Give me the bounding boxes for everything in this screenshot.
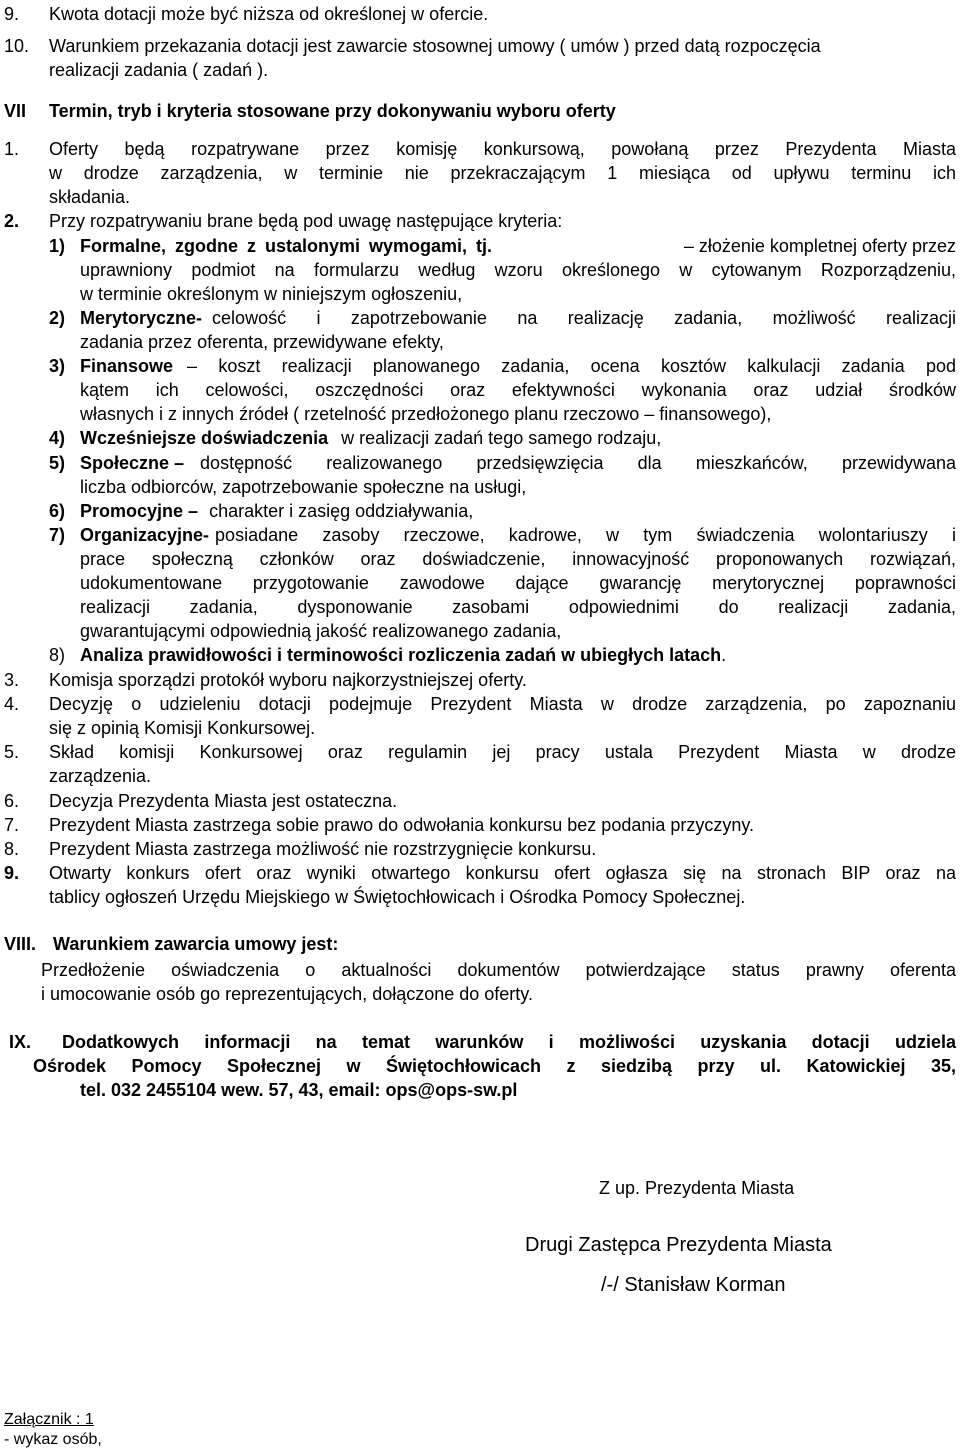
paragraph: Prezydent Miasta zastrzega sobie prawo do odwołania konkursu bez podania przyczyny. bbox=[49, 815, 755, 835]
criterion-line bbox=[80, 523, 956, 547]
list-number: 9. bbox=[4, 863, 20, 883]
list-number: 10. bbox=[4, 36, 30, 56]
criterion-line: zadania przez oferenta, przewidywane efekty, bbox=[80, 332, 444, 352]
criterion-number: 6) bbox=[49, 501, 66, 521]
signature-title: Drugi Zastępca Prezydenta Miasta bbox=[525, 1234, 832, 1256]
criterion-number: 3) bbox=[49, 356, 66, 376]
paragraph: Decyzja Prezydenta Miasta jest ostateczna. bbox=[49, 791, 398, 811]
paragraph-line: tablicy ogłoszeń Urzędu Miejskiego w Świętochłowicach i Ośrodka Pomocy Społecznej. bbox=[49, 887, 746, 907]
paragraph: Komisja sporządzi protokół wyboru najkorzystniejszej oferty. bbox=[49, 670, 527, 690]
list-number: 5. bbox=[4, 742, 20, 762]
paragraph-line: Oferty będą rozpatrywane przez komisję konkursową, powołaną przez Prezydenta Miasta bbox=[49, 139, 956, 159]
criterion-number: 7) bbox=[49, 525, 66, 545]
criterion-name: Wcześniejsze doświadczenia bbox=[80, 428, 329, 448]
section-number: IX. bbox=[9, 1032, 32, 1052]
paragraph-line: Decyzję o udzieleniu dotacji podejmuje Prezydent Miasta w drodze zarządzenia, po zapoznaniu bbox=[49, 694, 956, 714]
paragraph: Przy rozpatrywaniu brane będą pod uwagę następujące kryteria: bbox=[49, 211, 563, 231]
criterion-name: Organizacyjne- bbox=[80, 525, 210, 545]
criterion-text: celowość i zapotrzebowanie na realizację zadania, możliwość realizacji bbox=[212, 308, 956, 328]
criterion-line: gwarantującymi odpowiednią jakość realizowanego zadania, bbox=[80, 621, 562, 641]
section-heading: Warunkiem zawarcia umowy jest: bbox=[53, 934, 339, 954]
criterion-line bbox=[80, 499, 473, 523]
criterion-line: liczba odbiorców, zapotrzebowanie społeczne na usługi, bbox=[80, 477, 527, 497]
paragraph-line: Skład komisji Konkursowej oraz regulamin jej pracy ustala Prezydent Miasta w drodze bbox=[49, 742, 956, 762]
paragraph-line: składania. bbox=[49, 187, 131, 207]
criterion-line: uprawniony podmiot na formularzu według wzoru określonego w cytowanym Rozporządzeniu, bbox=[80, 260, 956, 280]
list-number: 7. bbox=[4, 815, 20, 835]
criterion-name: Analiza prawidłowości i terminowości rozliczenia zadań w ubiegłych latach bbox=[80, 645, 722, 665]
section-line: Ośrodek Pomocy Społecznej w Świętochłowicach z siedzibą przy ul. Katowickiej 35, bbox=[33, 1056, 956, 1076]
paragraph: Prezydent Miasta zastrzega możliwość nie rozstrzygnięcie konkursu. bbox=[49, 839, 597, 859]
paragraph-line: w drodze zarządzenia, w terminie nie przekraczającym 1 miesiąca od upływu terminu ich bbox=[49, 163, 956, 183]
paragraph-line: Otwarty konkurs ofert oraz wyniki otwartego konkursu ofert ogłasza się na stronach BIP oraz na bbox=[49, 863, 956, 883]
paragraph-line: zarządzenia. bbox=[49, 766, 152, 786]
criterion-number: 5) bbox=[49, 453, 66, 473]
criterion-name: Społeczne – bbox=[80, 453, 185, 473]
criterion-line: kątem ich celowości, oszczędności oraz efektywności wykonania oraz udział środków bbox=[80, 380, 956, 400]
paragraph-line: Warunkiem przekazania dotacji jest zawarcie stosownej umowy ( umów ) przed datą rozpoczęcia bbox=[49, 36, 821, 56]
criterion-number: 2) bbox=[49, 308, 66, 328]
list-number: 2. bbox=[4, 211, 20, 231]
list-number: 6. bbox=[4, 791, 20, 811]
criterion-text: posiadane zasoby rzeczowe, kadrowe, w tym świadczenia wolontariuszy i bbox=[215, 525, 956, 545]
criterion-text: charakter i zasięg oddziaływania, bbox=[209, 501, 474, 521]
paragraph-line: się z opinią Komisji Konkursowej. bbox=[49, 718, 316, 738]
list-number: 8. bbox=[4, 839, 20, 859]
section-line: Dodatkowych informacji na temat warunków i możliwości uzyskania dotacji udziela bbox=[62, 1032, 956, 1052]
criterion-line bbox=[80, 234, 956, 258]
criterion-line bbox=[80, 354, 956, 378]
criterion-text: w realizacji zadań tego samego rodzaju, bbox=[341, 428, 662, 448]
criterion-text: – koszt realizacji planowanego zadania, ocena kosztów kalkulacji zadania pod bbox=[187, 356, 956, 376]
paragraph-line: realizacji zadania ( zadań ). bbox=[49, 60, 269, 80]
criterion-name: Promocyjne – bbox=[80, 501, 199, 521]
paragraph-line: Przedłożenie oświadczenia o aktualności dokumentów potwierdzające status prawny oferenta bbox=[41, 960, 956, 980]
list-number: 9. bbox=[4, 4, 20, 24]
signature-name: /-/ Stanisław Korman bbox=[601, 1274, 786, 1296]
section-number: VIII. bbox=[4, 934, 37, 954]
attachment-label: Załącznik : 1 bbox=[4, 1411, 94, 1428]
criterion-number: 1) bbox=[49, 236, 66, 256]
criterion-name: Merytoryczne- bbox=[80, 308, 203, 328]
attachment-item: - wykaz osób, bbox=[4, 1431, 102, 1448]
criterion-line bbox=[80, 643, 726, 667]
criterion-number: 4) bbox=[49, 428, 66, 448]
criterion-name: Finansowe bbox=[80, 356, 174, 376]
criterion-line: realizacji zadania, dysponowanie zasobami odpowiednimi do realizacji zadania, bbox=[80, 597, 956, 617]
criterion-line bbox=[80, 306, 956, 330]
criterion-text: dostępność realizowanego przedsięwzięcia dla mieszkańców, przewidywana bbox=[200, 453, 956, 473]
criterion-line bbox=[80, 426, 661, 450]
list-number: 1. bbox=[4, 139, 20, 159]
criterion-line: w terminie określonym w niniejszym ogłoszeniu, bbox=[80, 284, 463, 304]
criterion-text: . bbox=[721, 645, 727, 665]
signature-line: Z up. Prezydenta Miasta bbox=[599, 1178, 795, 1198]
criterion-name: Formalne, zgodne z ustalonymi wymogami, tj. bbox=[80, 236, 493, 256]
criterion-number: 8) bbox=[49, 645, 66, 665]
paragraph: Kwota dotacji może być niższa od określonej w ofercie. bbox=[49, 4, 489, 24]
section-number: VII bbox=[4, 101, 27, 121]
criterion-text: – złożenie kompletnej oferty przez bbox=[683, 236, 956, 256]
list-number: 4. bbox=[4, 694, 20, 714]
criterion-line: własnych i z innych źródeł ( rzetelność przedłożonego planu rzeczowo – finansowego), bbox=[80, 404, 772, 424]
criterion-line: udokumentowane przygotowanie zawodowe dające gwarancję merytorycznej poprawności bbox=[80, 573, 956, 593]
criterion-line: prace społeczną członków oraz doświadczenie, innowacyjność proponowanych rozwiązań, bbox=[80, 549, 956, 569]
section-line: tel. 032 2455104 wew. 57, 43, email: ops@ops-sw.pl bbox=[80, 1080, 518, 1100]
criterion-line bbox=[80, 451, 956, 475]
section-heading: Termin, tryb i kryteria stosowane przy dokonywaniu wyboru oferty bbox=[49, 101, 616, 121]
paragraph-line: i umocowanie osób go reprezentujących, dołączone do oferty. bbox=[41, 984, 533, 1004]
list-number: 3. bbox=[4, 670, 20, 690]
